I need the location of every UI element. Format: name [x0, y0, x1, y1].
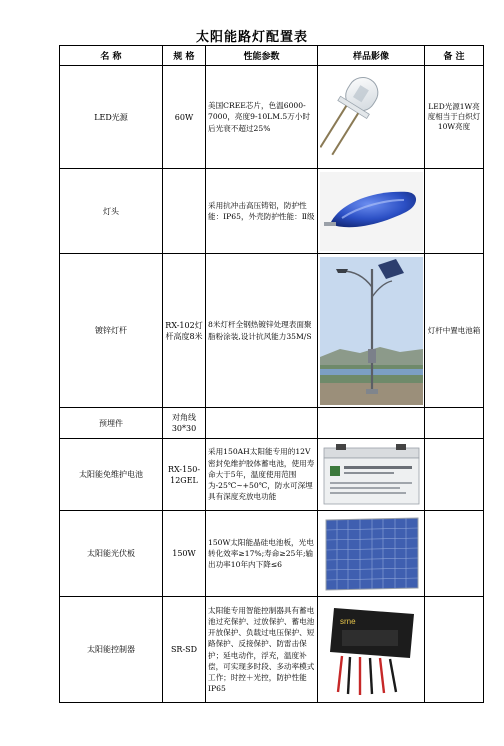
controller-icon	[320, 600, 423, 700]
solar-panel-icon	[320, 514, 423, 594]
table-row	[60, 66, 484, 169]
row-spec: 60W	[163, 66, 206, 169]
table-header-row	[60, 46, 484, 66]
empty-image-cell	[318, 408, 425, 439]
row-params: 150W太阳能晶硅电池板，光电转化效率≥17%;寿命≥25年;输出功率10年内下降≤6	[206, 511, 318, 597]
row-params	[206, 408, 318, 439]
row-name: 预埋件	[60, 408, 163, 439]
table-row	[60, 511, 484, 597]
row-name: 镀锌灯杆	[60, 254, 163, 408]
table-row	[60, 254, 484, 408]
lamp-head-photo	[318, 169, 425, 254]
row-notes	[425, 511, 484, 597]
header-name: 名 称	[60, 46, 163, 66]
header-params: 性能参数	[206, 46, 318, 66]
row-name: LED光源	[60, 66, 163, 169]
header-image: 样品影像	[318, 46, 425, 66]
header-notes: 备 注	[425, 46, 484, 66]
street-light-pole-icon	[320, 257, 423, 405]
row-params: 采用抗冲击高压铸铝，防护性能：IP65，外壳防护性能：Ⅱ级	[206, 169, 318, 254]
row-notes	[425, 439, 484, 511]
row-name: 太阳能免维护电池	[60, 439, 163, 511]
table-row	[60, 408, 484, 439]
row-name: 太阳能光伏板	[60, 511, 163, 597]
row-name: 灯头	[60, 169, 163, 254]
row-spec: SR-SD	[163, 597, 206, 703]
table-row	[60, 439, 484, 511]
row-notes	[425, 169, 484, 254]
row-spec: RX-150-12GEL	[163, 439, 206, 511]
row-params: 采用150AH太阳能专用的12V密封免维护胶体蓄电池，使用寿命大于5年，温度使用范围为-25℃~+50℃，防水可深埋具有深度充放电功能	[206, 439, 318, 511]
row-params: 美国CREE芯片，色温6000-7000，亮度9-10LM.5万小时后光衰不超过25%	[206, 66, 318, 169]
row-notes	[425, 597, 484, 703]
config-table	[59, 45, 484, 703]
controller-brand-label: srne	[340, 616, 356, 626]
battery-photo	[318, 439, 425, 511]
row-spec: 150W	[163, 511, 206, 597]
row-params: 太阳能专用智能控制器具有蓄电池过充保护、过放保护、蓄电池开放保护、负载过电压保护、短路保护、反接保护、防雷击保护；延电动作，浮充，温度补偿，可实现多时段、多动率模式工作；时控＋光控，防护性能IP65	[206, 597, 318, 703]
row-notes	[425, 408, 484, 439]
led-bulb-photo	[318, 66, 425, 169]
row-spec	[163, 169, 206, 254]
row-spec: 对角线30*30	[163, 408, 206, 439]
table-row	[60, 597, 484, 703]
led-bulb-icon	[320, 69, 423, 166]
row-spec: RX-102灯杆高度8米	[163, 254, 206, 408]
row-notes: 灯杆中置电池箱	[425, 254, 484, 408]
row-notes: LED光源1W亮度相当于白炽灯10W亮度	[425, 66, 484, 169]
row-name: 太阳能控制器	[60, 597, 163, 703]
row-params: 8米灯杆全钢热镀锌处理表面聚脂粉涂装,设计抗风能力35M/S	[206, 254, 318, 408]
battery-icon	[320, 442, 423, 508]
solar-panel-photo	[318, 511, 425, 597]
page-title: 太阳能路灯配置表	[195, 30, 308, 45]
lamp-head-icon	[320, 172, 423, 251]
header-spec: 规 格	[163, 46, 206, 66]
controller-photo	[318, 597, 425, 703]
table-row	[60, 169, 484, 254]
street-light-pole-photo	[318, 254, 425, 408]
